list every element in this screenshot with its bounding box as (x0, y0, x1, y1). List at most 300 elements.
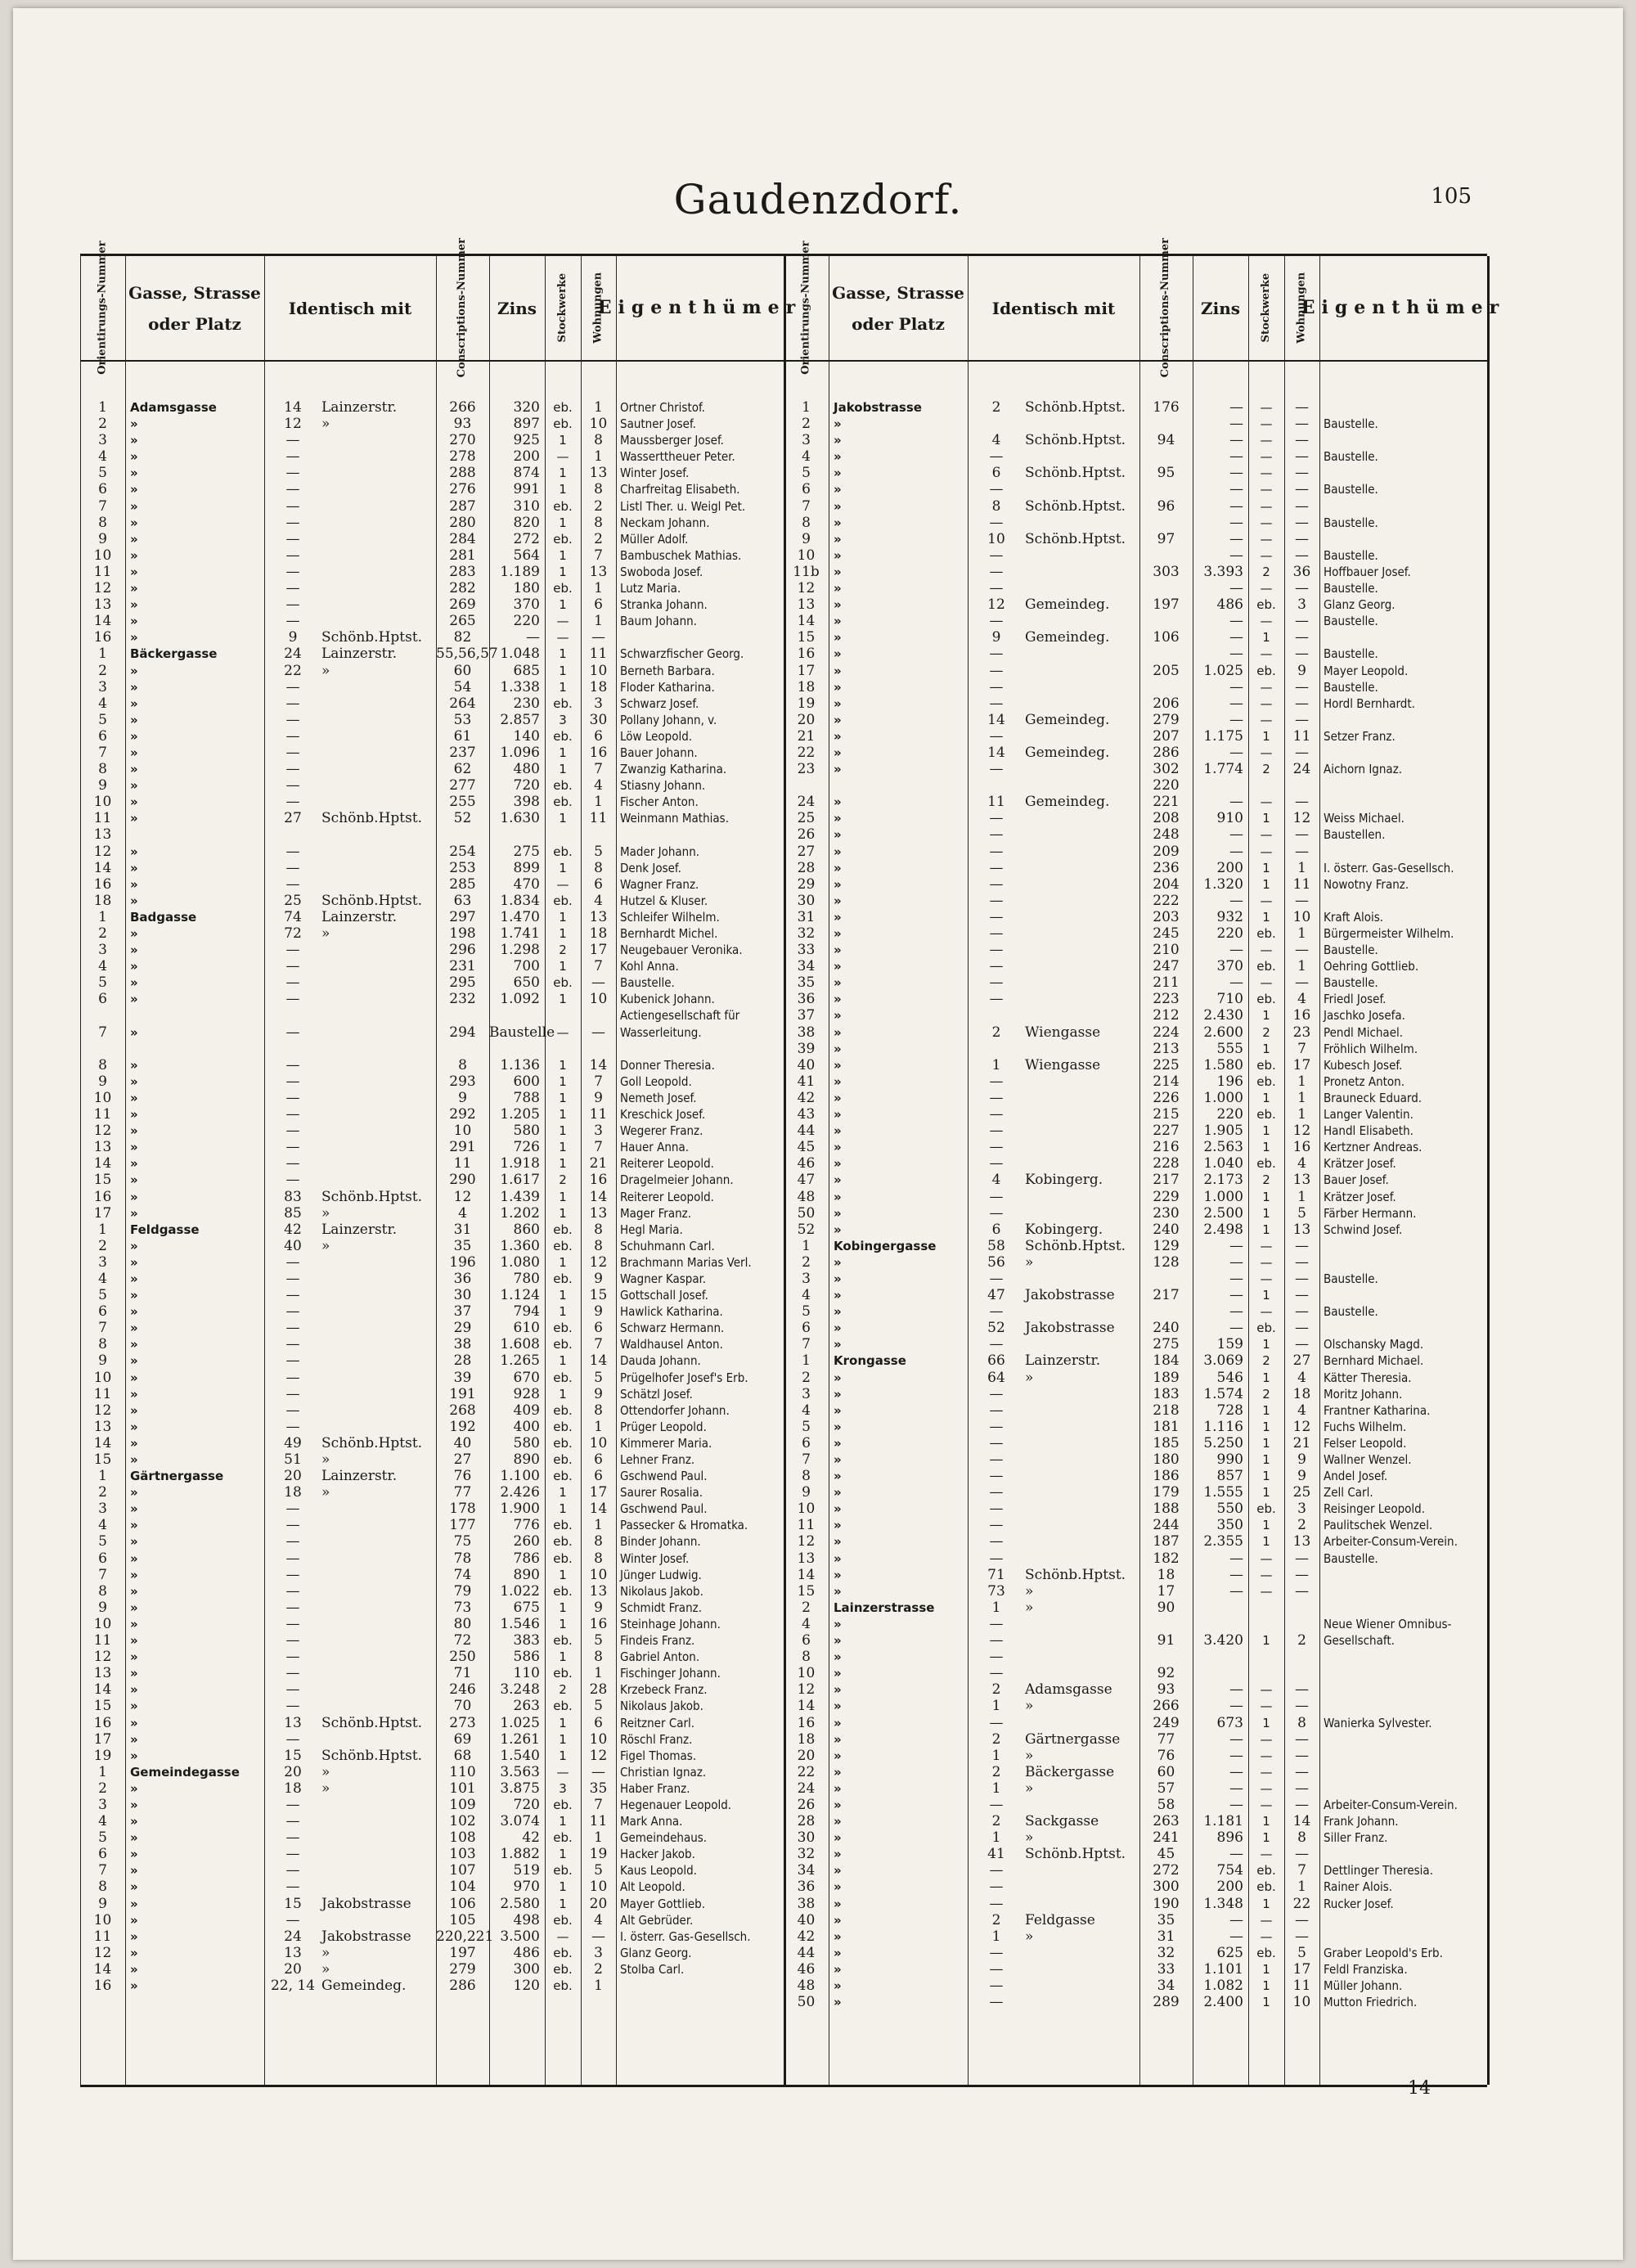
cell-zins: 1.175 (1203, 727, 1243, 745)
cell-gasse: Bäckergasse (130, 646, 218, 662)
cell-consc: 232 (449, 991, 476, 1008)
cell-zins: 1.630 (500, 810, 540, 827)
cell-consc: 37 (453, 1303, 472, 1321)
cell-consc: 58 (1157, 1796, 1175, 1813)
cell-zins: — (1229, 1237, 1243, 1254)
cell-consc: 206 (1153, 695, 1180, 712)
cell-orient: 37 (797, 1007, 816, 1024)
cell-stock: 1 (559, 762, 567, 777)
cell-ident-num: 24 (284, 1928, 302, 1945)
cell-consc: 229 (1153, 1188, 1180, 1205)
cell-owner: Langer Valentin. (1324, 1107, 1414, 1123)
cell-wohn: 4 (1297, 1155, 1306, 1172)
cell-zins: 1.774 (1203, 761, 1243, 778)
cell-stock: — (1260, 482, 1273, 497)
cell-zins: 480 (513, 761, 540, 778)
cell-zins: 1.608 (500, 1336, 540, 1353)
cell-gasse: » (834, 1057, 842, 1073)
cell-wohn: 10 (589, 1730, 608, 1748)
cell-zins: 1.048 (500, 646, 540, 663)
cell-owner: Bauer Johann. (620, 745, 698, 760)
cell-stock: 1 (1262, 1090, 1270, 1105)
cell-stock: 1 (559, 1485, 567, 1501)
cell-orient: 1 (802, 399, 811, 416)
cell-orient: 41 (797, 1073, 816, 1090)
cell-ident-num: — (285, 613, 300, 630)
cell-gasse: » (130, 1814, 138, 1829)
cell-ident-street: Schönb.Hptst. (1025, 1846, 1126, 1863)
cell-stock: eb. (553, 531, 573, 547)
cell-owner: Baustelle. (1324, 515, 1378, 530)
cell-owner: Schleifer Wilhelm. (620, 909, 720, 925)
cell-orient: 10 (93, 1911, 112, 1928)
cell-gasse: » (834, 1715, 842, 1730)
cell-consc: 180 (1153, 1451, 1180, 1468)
cell-wohn: 35 (589, 1780, 608, 1797)
cell-orient: 16 (93, 1714, 112, 1731)
cell-stock: 1 (1262, 811, 1270, 826)
cell-orient: 14 (93, 1155, 112, 1172)
cell-zins: 1.338 (500, 678, 540, 695)
cell-stock: 1 (1262, 1830, 1270, 1846)
cell-wohn: 10 (589, 1566, 608, 1583)
cell-wohn: — (1295, 892, 1309, 909)
cell-owner: Reiterer Leopold. (620, 1189, 714, 1204)
cell-consc: 247 (1153, 958, 1180, 975)
cell-gasse: » (834, 1814, 842, 1829)
table-row (80, 1533, 1487, 1550)
cell-gasse: » (834, 1073, 842, 1089)
cell-stock: 1 (559, 1288, 567, 1303)
table-row (80, 1715, 1487, 1731)
table-row (80, 679, 1487, 695)
cell-wohn: — (1295, 826, 1309, 844)
cell-zins: 1.040 (1203, 1155, 1243, 1172)
cell-gasse: » (130, 466, 138, 481)
cell-owner: Baustelle. (1324, 482, 1378, 497)
cell-stock: — (1260, 975, 1273, 991)
header-zins-left: Zins (497, 298, 537, 318)
cell-wohn: 7 (594, 761, 603, 778)
cell-orient: 8 (802, 514, 811, 531)
cell-gasse: » (130, 1304, 138, 1320)
cell-owner: Pendl Michael. (1324, 1024, 1404, 1040)
cell-stock: eb. (553, 400, 573, 415)
cell-ident-street: » (321, 1484, 330, 1501)
cell-orient: 12 (93, 843, 112, 860)
cell-wohn: 23 (1292, 1024, 1311, 1041)
cell-orient: 46 (797, 1960, 816, 1978)
cell-ident-num: 15 (284, 1895, 302, 1912)
cell-owner: Baustelle. (1324, 449, 1378, 465)
cell-consc: 187 (1153, 1533, 1180, 1550)
cell-ident-num: — (989, 826, 1004, 844)
table-row (80, 1271, 1487, 1287)
cell-ident-num: 64 (987, 1369, 1005, 1386)
cell-consc: 302 (1153, 761, 1180, 778)
cell-owner: Winter Josef. (620, 466, 690, 481)
cell-consc: 189 (1153, 1369, 1180, 1386)
cell-wohn: 7 (1297, 1862, 1306, 1879)
cell-stock: 1 (1262, 1402, 1270, 1418)
cell-gasse: » (834, 794, 842, 810)
cell-ident-num: — (989, 1303, 1004, 1321)
cell-stock: — (1260, 400, 1273, 415)
cell-zins: 1.000 (1203, 1188, 1243, 1205)
table-row (80, 580, 1487, 596)
cell-ident-num: — (285, 1566, 300, 1583)
cell-ident-num: 47 (987, 1287, 1005, 1304)
cell-gasse: » (130, 1353, 138, 1369)
table-row (80, 695, 1487, 712)
cell-ident-num: — (989, 958, 1004, 975)
cell-consc: 8 (458, 1056, 467, 1073)
cell-wohn: 17 (1292, 1056, 1311, 1073)
cell-stock: — (1260, 498, 1273, 514)
cell-stock: — (1260, 695, 1273, 711)
cell-orient: 38 (797, 1895, 816, 1912)
cell-consc: 40 (453, 1434, 472, 1451)
cell-wohn: 4 (594, 1911, 603, 1928)
cell-orient: 6 (802, 1320, 811, 1337)
cell-consc: 222 (1153, 892, 1180, 909)
cell-stock: 1 (1262, 1008, 1270, 1024)
cell-stock: 1 (559, 1057, 567, 1073)
cell-stock: eb. (553, 1583, 573, 1599)
cell-wohn: 22 (1292, 1895, 1311, 1912)
cell-owner: Oehring Gottlieb. (1324, 959, 1419, 974)
cell-gasse: » (834, 1123, 842, 1139)
cell-wohn: — (1295, 580, 1309, 597)
cell-stock: 1 (1262, 1041, 1270, 1056)
cell-owner: Maussberger Josef. (620, 433, 724, 448)
cell-orient: 1 (98, 1468, 107, 1485)
cell-gasse: Lainzerstrasse (834, 1600, 935, 1615)
cell-orient: 12 (797, 1681, 816, 1699)
table-row (80, 1402, 1487, 1419)
cell-zins: 1.092 (500, 991, 540, 1008)
cell-ident-num: — (285, 530, 300, 547)
cell-gasse: » (130, 860, 138, 875)
cell-orient: 14 (797, 1566, 816, 1583)
cell-owner: Lehner Franz. (620, 1452, 695, 1467)
cell-consc: 220 (1153, 777, 1180, 794)
cell-orient: 6 (98, 1303, 107, 1321)
cell-owner: Baustelle. (1324, 614, 1378, 629)
cell-orient: 9 (98, 1599, 107, 1616)
cell-ident-num: — (285, 991, 300, 1008)
cell-ident-num: — (989, 843, 1004, 860)
cell-gasse: » (834, 663, 842, 678)
cell-owner: Paulitschek Wenzel. (1324, 1518, 1433, 1533)
cell-ident-num: 15 (284, 1747, 302, 1764)
cell-wohn: 11 (1292, 727, 1311, 745)
cell-consc: 79 (453, 1582, 472, 1600)
cell-stock: 1 (1262, 1452, 1270, 1467)
cell-zins: 650 (513, 974, 540, 992)
cell-wohn: 18 (589, 678, 608, 695)
cell-ident-num: — (285, 875, 300, 893)
cell-consc: 177 (449, 1517, 476, 1534)
cell-orient: 1 (98, 1763, 107, 1780)
cell-zins: 310 (513, 497, 540, 515)
cell-stock: 1 (559, 1304, 567, 1320)
table-row (80, 663, 1487, 679)
cell-zins: 220 (513, 613, 540, 630)
cell-orient: 26 (797, 826, 816, 844)
cell-gasse: » (834, 1797, 842, 1812)
cell-gasse: » (834, 1156, 842, 1172)
cell-owner: Mager Franz. (620, 1205, 692, 1221)
cell-orient: 4 (98, 958, 107, 975)
cell-wohn: 4 (594, 892, 603, 909)
table-row (80, 1041, 1487, 1057)
cell-gasse: Badgasse (130, 909, 197, 925)
cell-consc: 68 (453, 1747, 472, 1764)
cell-ident-num: 25 (284, 892, 302, 909)
cell-gasse: » (130, 1879, 138, 1895)
cell-gasse: » (834, 1699, 842, 1714)
cell-ident-num: 14 (284, 399, 302, 416)
cell-stock: — (1260, 679, 1273, 695)
cell-orient: 21 (797, 727, 816, 745)
cell-stock: — (1260, 1780, 1273, 1796)
cell-ident-num: 20 (284, 1763, 302, 1780)
cell-wohn: 1 (594, 1978, 603, 1994)
cell-zins: 776 (513, 1517, 540, 1534)
cell-orient: 3 (98, 678, 107, 695)
cell-stock: — (1260, 515, 1273, 530)
cell-wohn: 4 (594, 777, 603, 794)
cell-consc: 209 (1153, 843, 1180, 860)
table-row (80, 974, 1487, 991)
cell-ident-num: — (285, 1698, 300, 1715)
table-row (80, 777, 1487, 794)
cell-gasse: » (834, 959, 842, 974)
cell-gasse: » (130, 778, 138, 794)
cell-gasse: » (834, 1271, 842, 1286)
table-row (80, 1501, 1487, 1517)
table-row (80, 1287, 1487, 1303)
cell-wohn: 3 (594, 695, 603, 712)
cell-gasse: » (130, 1073, 138, 1089)
cell-stock: 2 (559, 1172, 567, 1188)
cell-gasse: » (130, 1633, 138, 1649)
cell-orient: 23 (797, 761, 816, 778)
cell-gasse: » (834, 992, 842, 1007)
cell-owner: Binder Johann. (620, 1534, 701, 1550)
table-row (80, 515, 1487, 531)
cell-ident-num: 9 (288, 629, 298, 646)
cell-ident-num: — (989, 1714, 1004, 1731)
cell-ident-num: — (285, 1796, 300, 1813)
cell-owner: Baustelle. (1324, 679, 1378, 695)
cell-zins: 610 (513, 1320, 540, 1337)
cell-zins: 2.563 (1203, 1139, 1243, 1156)
cell-zins: 720 (513, 1796, 540, 1813)
cell-zins: 720 (513, 777, 540, 794)
cell-ident-num: 8 (991, 497, 1001, 515)
cell-owner: Friedl Josef. (1324, 992, 1387, 1007)
cell-ident-num: — (285, 1287, 300, 1304)
cell-wohn: 10 (1292, 1994, 1311, 2011)
cell-wohn: 10 (589, 662, 608, 679)
cell-ident-num: 2 (991, 1681, 1001, 1699)
header-ident-right: Identisch mit (991, 298, 1116, 318)
cell-zins: 498 (513, 1911, 540, 1928)
cell-orient: 8 (98, 1582, 107, 1600)
cell-gasse: » (130, 547, 138, 563)
cell-orient: 19 (93, 1747, 112, 1764)
cell-ident-num: — (989, 761, 1004, 778)
cell-ident-num: — (285, 1073, 300, 1090)
cell-stock: 1 (1262, 1205, 1270, 1221)
cell-ident-num: — (285, 1632, 300, 1649)
cell-ident-num: 52 (987, 1320, 1005, 1337)
cell-orient: 20 (797, 1747, 816, 1764)
cell-ident-street: Schönb.Hptst. (321, 892, 423, 909)
cell-ident-street: » (321, 662, 330, 679)
table-row (80, 1419, 1487, 1435)
table-row (80, 1583, 1487, 1600)
cell-stock: 1 (559, 1140, 567, 1155)
cell-consc: 178 (449, 1501, 476, 1518)
header-eigen-left: Eigenthümer (597, 296, 802, 318)
cell-orient: 10 (93, 547, 112, 564)
cell-ident-num: — (989, 1517, 1004, 1534)
cell-owner: Saurer Rosalia. (620, 1485, 703, 1501)
cell-gasse: » (834, 1469, 842, 1484)
cell-stock: eb. (553, 975, 573, 991)
cell-ident-num: — (285, 1123, 300, 1140)
cell-orient: 16 (93, 629, 112, 646)
cell-ident-num: — (989, 1188, 1004, 1205)
cell-zins: 1.320 (1203, 875, 1243, 893)
cell-wohn: 5 (594, 1698, 603, 1715)
cell-orient: 32 (797, 925, 816, 942)
cell-wohn: 13 (589, 1582, 608, 1600)
cell-orient: 5 (98, 974, 107, 992)
cell-zins: 120 (513, 1978, 540, 1994)
cell-ident-num: — (989, 1944, 1004, 1961)
cell-orient: 36 (797, 1879, 816, 1896)
cell-wohn: — (1295, 794, 1309, 811)
cell-stock: — (1260, 1797, 1273, 1812)
cell-ident-street: Jakobstrasse (321, 1928, 411, 1945)
cell-gasse: » (130, 1386, 138, 1402)
cell-wohn: 4 (1297, 991, 1306, 1008)
cell-ident-num: — (989, 1484, 1004, 1501)
cell-owner: Gesellschaft. (1324, 1633, 1395, 1649)
cell-zins: — (1229, 1287, 1243, 1304)
cell-owner: Baustelle. (1324, 581, 1378, 596)
cell-owner: Baustelle. (1324, 975, 1378, 991)
cell-gasse: » (834, 1254, 842, 1270)
cell-orient: 7 (98, 1566, 107, 1583)
cell-zins: 1.261 (500, 1730, 540, 1748)
cell-consc: 212 (1153, 1007, 1180, 1024)
cell-ident-street: Gemeindeg. (1025, 794, 1110, 811)
cell-zins: 383 (513, 1632, 540, 1649)
cell-wohn: 7 (1297, 1040, 1306, 1057)
cell-gasse: » (834, 893, 842, 908)
cell-gasse: » (834, 1205, 842, 1221)
cell-ident-street: » (321, 1960, 330, 1978)
cell-stock: eb. (553, 581, 573, 596)
cell-orient: 12 (93, 580, 112, 597)
cell-stock: — (1260, 893, 1273, 908)
cell-ident-street: Schönb.Hptst. (321, 629, 423, 646)
cell-gasse: » (834, 1847, 842, 1862)
cell-gasse: » (834, 1633, 842, 1649)
cell-ident-num: — (285, 1730, 300, 1748)
cell-zins: 409 (513, 1402, 540, 1419)
cell-orient: 7 (98, 1320, 107, 1337)
cell-ident-num: 83 (284, 1188, 302, 1205)
cell-owner: Kohl Anna. (620, 959, 679, 974)
footer-number: 14 (1408, 2078, 1431, 2099)
header-orient-right: Orientirungs-Nummer (799, 241, 812, 376)
cell-gasse: » (834, 827, 842, 843)
cell-consc: 197 (1153, 596, 1180, 614)
cell-ident-num: — (989, 1139, 1004, 1156)
cell-zins: 1.918 (500, 1155, 540, 1172)
cell-wohn: 8 (594, 514, 603, 531)
cell-zins: 486 (513, 1944, 540, 1961)
cell-consc: 78 (453, 1550, 472, 1567)
cell-ident-num: — (989, 1402, 1004, 1419)
cell-zins: 519 (513, 1862, 540, 1879)
cell-zins: — (1229, 416, 1243, 433)
cell-ident-num: — (989, 1994, 1004, 2011)
table-row (80, 1649, 1487, 1665)
cell-zins: 1.741 (500, 925, 540, 942)
cell-zins: 2.498 (1203, 1221, 1243, 1238)
cell-owner: Nowotny Franz. (1324, 876, 1409, 892)
cell-consc: 35 (453, 1237, 472, 1254)
table-row (80, 1665, 1487, 1681)
cell-zins: 1.439 (500, 1188, 540, 1205)
table-row (80, 942, 1487, 958)
cell-zins: 580 (513, 1123, 540, 1140)
cell-consc: 53 (453, 711, 472, 728)
table-row (80, 1238, 1487, 1254)
cell-stock: eb. (1256, 1107, 1276, 1123)
cell-consc: 69 (453, 1730, 472, 1748)
cell-gasse: » (834, 1024, 842, 1040)
cell-orient: 28 (797, 859, 816, 876)
cell-gasse: » (834, 1222, 842, 1237)
cell-gasse: » (130, 614, 138, 629)
cell-owner: Jaschko Josefa. (1324, 1008, 1405, 1024)
cell-ident-num: 51 (284, 1451, 302, 1468)
cell-wohn: 3 (594, 1944, 603, 1961)
cell-ident-num: 2 (991, 1813, 1001, 1830)
cell-gasse: » (130, 1156, 138, 1172)
cell-gasse: » (834, 1748, 842, 1763)
cell-zins: — (1229, 530, 1243, 547)
cell-gasse: » (834, 416, 842, 432)
cell-consc: 93 (1157, 1681, 1175, 1699)
cell-orient: 8 (802, 1649, 811, 1666)
cell-consc: 278 (449, 448, 476, 466)
cell-orient: 1 (98, 1221, 107, 1238)
cell-consc: 181 (1153, 1418, 1180, 1435)
cell-owner: Denk Josef. (620, 860, 681, 875)
table-row (80, 1254, 1487, 1271)
cell-ident-num: 24 (284, 646, 302, 663)
cell-ident-num: — (989, 1632, 1004, 1649)
